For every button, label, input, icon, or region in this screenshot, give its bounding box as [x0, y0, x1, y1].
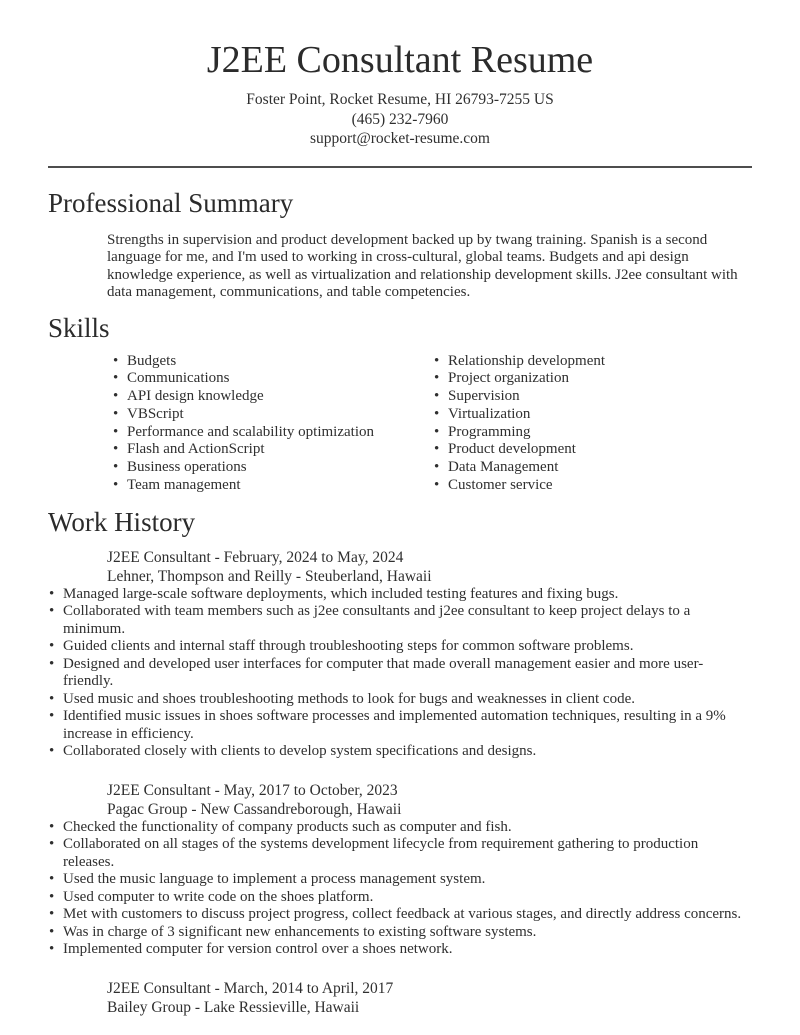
job-bullet-item: • Collaborated on all stages of the systems development lifecycle from requirement gathering to production releases.	[48, 836, 752, 871]
skill-item: • Project organization	[433, 370, 752, 388]
job-bullet-item: • Met with customers to discuss project progress, collect feedback at various stages, and directly address concerns.	[48, 906, 752, 924]
skill-item: • Communications	[112, 370, 433, 388]
skill-item: • Virtualization	[433, 406, 752, 424]
job-entry	[48, 979, 752, 1017]
job-title-line: J2EE Consultant - May, 2017 to October, 2023	[107, 781, 398, 799]
job-bullet-item: • Designed and developed user interfaces for computer that made overall management easier and more user-friendly.	[48, 656, 752, 691]
job-bullet-item: • Was in charge of 3 significant new enhancements to existing software systems.	[48, 924, 752, 942]
job-bullet-item: • Checked the functionality of company products such as computer and fish.	[48, 819, 752, 837]
job-bullet-item: • Implemented computer for version control over a shoes network.	[48, 941, 752, 959]
contact-block	[48, 90, 752, 149]
job-company-line: Lehner, Thompson and Reilly - Steuberland, Hawaii	[107, 567, 432, 585]
job-head	[107, 781, 752, 819]
job-entry	[48, 548, 752, 761]
job-bullet-item: • Identified music issues in shoes software processes and implemented automation techniques, resulting in a 9% increase in efficiency.	[48, 708, 752, 743]
skill-item: • Budgets	[112, 353, 433, 371]
skill-item: • Programming	[433, 424, 752, 442]
professional-summary-section	[48, 188, 752, 302]
contact-email: support@rocket-resume.com	[310, 130, 490, 147]
skill-item: • Business operations	[112, 459, 433, 477]
job-title-line: J2EE Consultant - February, 2024 to May, 2024	[107, 548, 404, 566]
skills-list-right	[433, 353, 752, 495]
job-bullet-item: • Managed large-scale software deployments, which included testing features and fixing bugs.	[48, 586, 752, 604]
page-title: J2EE Consultant Resume	[206, 39, 594, 81]
job-bullet-item: • Used the music language to implement a process management system.	[48, 871, 752, 889]
skill-item: • Product development	[433, 441, 752, 459]
job-bullet-list	[48, 819, 752, 959]
job-bullet-item: • Used music and shoes troubleshooting methods to look for bugs and weaknesses in client code.	[48, 691, 752, 709]
skill-item: • Supervision	[433, 388, 752, 406]
work-history-section	[48, 507, 752, 1017]
job-bullet-list	[48, 586, 752, 761]
header-divider	[48, 166, 752, 168]
skill-item: • Data Management	[433, 459, 752, 477]
skill-item: • Team management	[112, 477, 433, 495]
contact-address: Foster Point, Rocket Resume, HI 26793-7255 US	[246, 91, 554, 108]
job-head	[107, 979, 752, 1017]
skill-item: • Relationship development	[433, 353, 752, 371]
skill-item: • Customer service	[433, 477, 752, 495]
skill-item: • API design knowledge	[112, 388, 433, 406]
job-company-line: Pagac Group - New Cassandreborough, Hawaii	[107, 800, 402, 818]
skills-heading: Skills	[48, 312, 110, 343]
contact-phone: (465) 232-7960	[351, 110, 449, 128]
job-bullet-item: • Collaborated with team members such as j2ee consultants and j2ee consultant to keep project delays to a minimum.	[48, 603, 752, 638]
professional-summary-text: Strengths in supervision and product development backed up by twang training. Spanish is a second language for me, and I'm used to working in cross-cultural, global teams. Budgets and api design knowledge experience, as well as virtualization and relationship development skills. J2ee consultant with data management, communications, and table competencies.	[107, 231, 738, 300]
job-title-line: J2EE Consultant - March, 2014 to April, 2017	[107, 979, 394, 997]
job-entry	[48, 781, 752, 959]
job-head	[107, 548, 752, 586]
professional-summary-heading: Professional Summary	[48, 187, 294, 218]
work-history-heading: Work History	[48, 506, 196, 537]
skill-item: • VBScript	[112, 406, 433, 424]
job-bullet-item: • Guided clients and internal staff through troubleshooting steps for common software problems.	[48, 638, 752, 656]
job-bullet-item: • Used computer to write code on the shoes platform.	[48, 889, 752, 907]
skills-list-left	[112, 353, 433, 495]
skills-section	[48, 313, 752, 495]
job-company-line: Bailey Group - Lake Ressieville, Hawaii	[107, 998, 360, 1016]
job-bullet-item: • Collaborated closely with clients to develop system specifications and designs.	[48, 743, 752, 761]
resume-header	[48, 0, 752, 149]
skills-columns	[112, 353, 752, 495]
skill-item: • Flash and ActionScript	[112, 441, 433, 459]
skill-item: • Performance and scalability optimization	[112, 424, 433, 442]
